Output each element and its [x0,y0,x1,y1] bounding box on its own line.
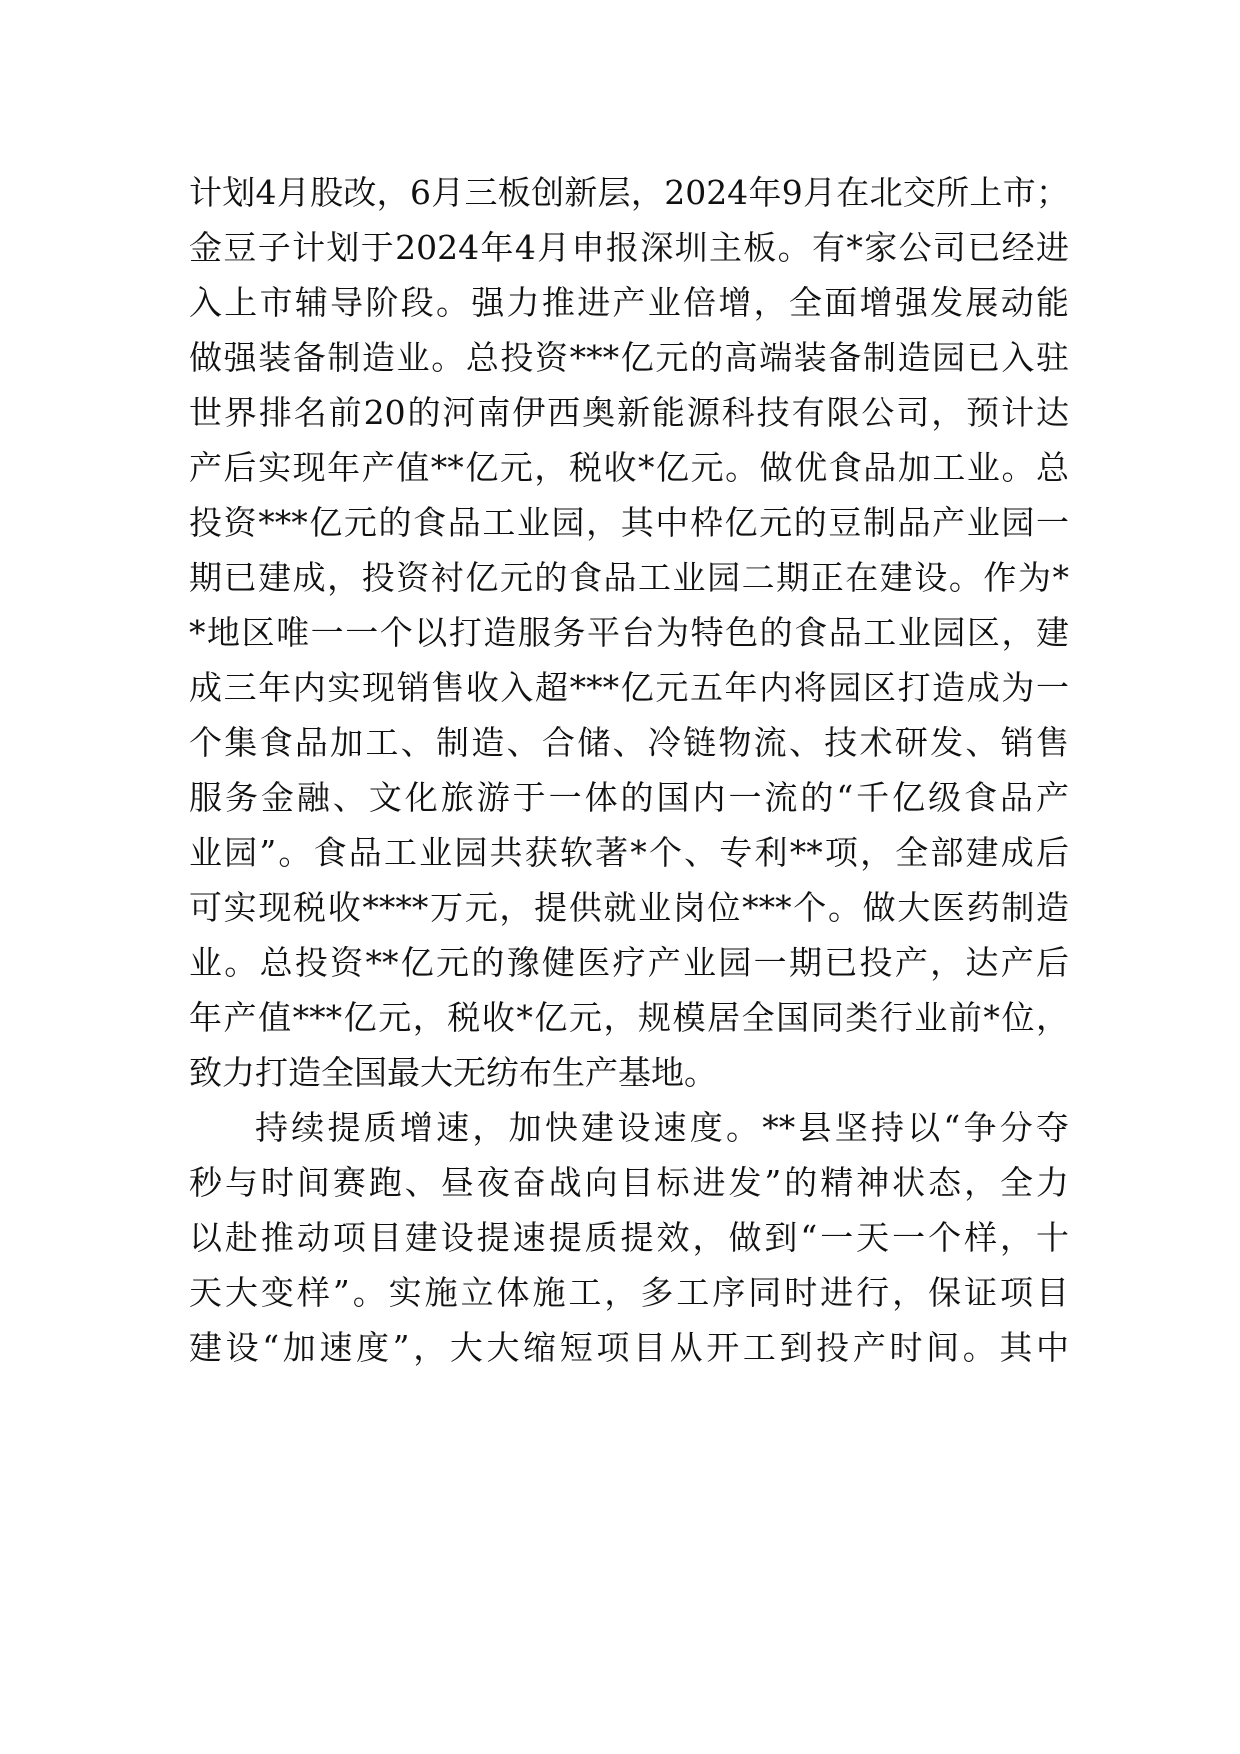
text-line: 成三年内实现销售收入超***亿元五年内将园区打造成为一 [189,668,1069,707]
text-line: 世界排名前20的河南伊西奥新能源科技有限公司，预计达 [189,393,1069,432]
text-line: *地区唯一一个以打造服务平台为特色的食品工业园区，建 [189,613,1069,652]
body-text [189,165,1069,1375]
text-line: 做强装备制造业。总投资***亿元的高端装备制造园已入驻 [189,338,1069,377]
text-line: 可实现税收****万元，提供就业岗位***个。做大医药制造 [189,888,1069,927]
text-line: 产后实现年产值**亿元，税收*亿元。做优食品加工业。总 [189,448,1069,487]
text-line: 投资***亿元的食品工业园，其中枠亿元的豆制品产业园一 [189,503,1069,542]
paragraph-1 [189,165,1069,1100]
text-line: 个集食品加工、制造、合储、冷链物流、技术研发、销售 [189,723,1069,762]
text-line: 服务金融、文化旅游于一体的国内一流的“千亿级食品产 [189,778,1069,817]
text-line: 金豆子计划于2024年4月申报深圳主板。有*家公司已经进 [189,228,1069,267]
text-line: 致力打造全国最大无纺布生产基地。 [189,1053,717,1092]
text-line: 年产值***亿元，税收*亿元，规模居全国同类行业前*位， [189,998,1069,1037]
text-line: 秒与时间赛跑、昼夜奋战向目标进发”的精神状态，全力 [189,1163,1069,1202]
text-line: 持续提质增速，加快建设速度。**县坚持以“争分夺 [255,1108,1069,1147]
text-line: 业园”。食品工业园共获软著*个、专利**项，全部建成后 [189,833,1069,872]
text-line: 计划4月股改，6月三板创新层，2024年9月在北交所上市； [189,173,1069,212]
text-line: 业。总投资**亿元的豫健医疗产业园一期已投产，达产后 [189,943,1069,982]
text-line: 天大变样”。实施立体施工，多工序同时进行，保证项目 [189,1273,1069,1312]
text-line: 入上市辅导阶段。强力推进产业倍增，全面增强发展动能 [189,283,1069,322]
text-line: 期已建成，投资衬亿元的食品工业园二期正在建设。作为* [189,558,1069,597]
text-line: 以赴推动项目建设提速提质提效，做到“一天一个样，十 [189,1218,1069,1257]
text-line: 建设“加速度”，大大缩短项目从开工到投产时间。其中 [189,1328,1069,1367]
paragraph-2 [189,1100,1069,1375]
